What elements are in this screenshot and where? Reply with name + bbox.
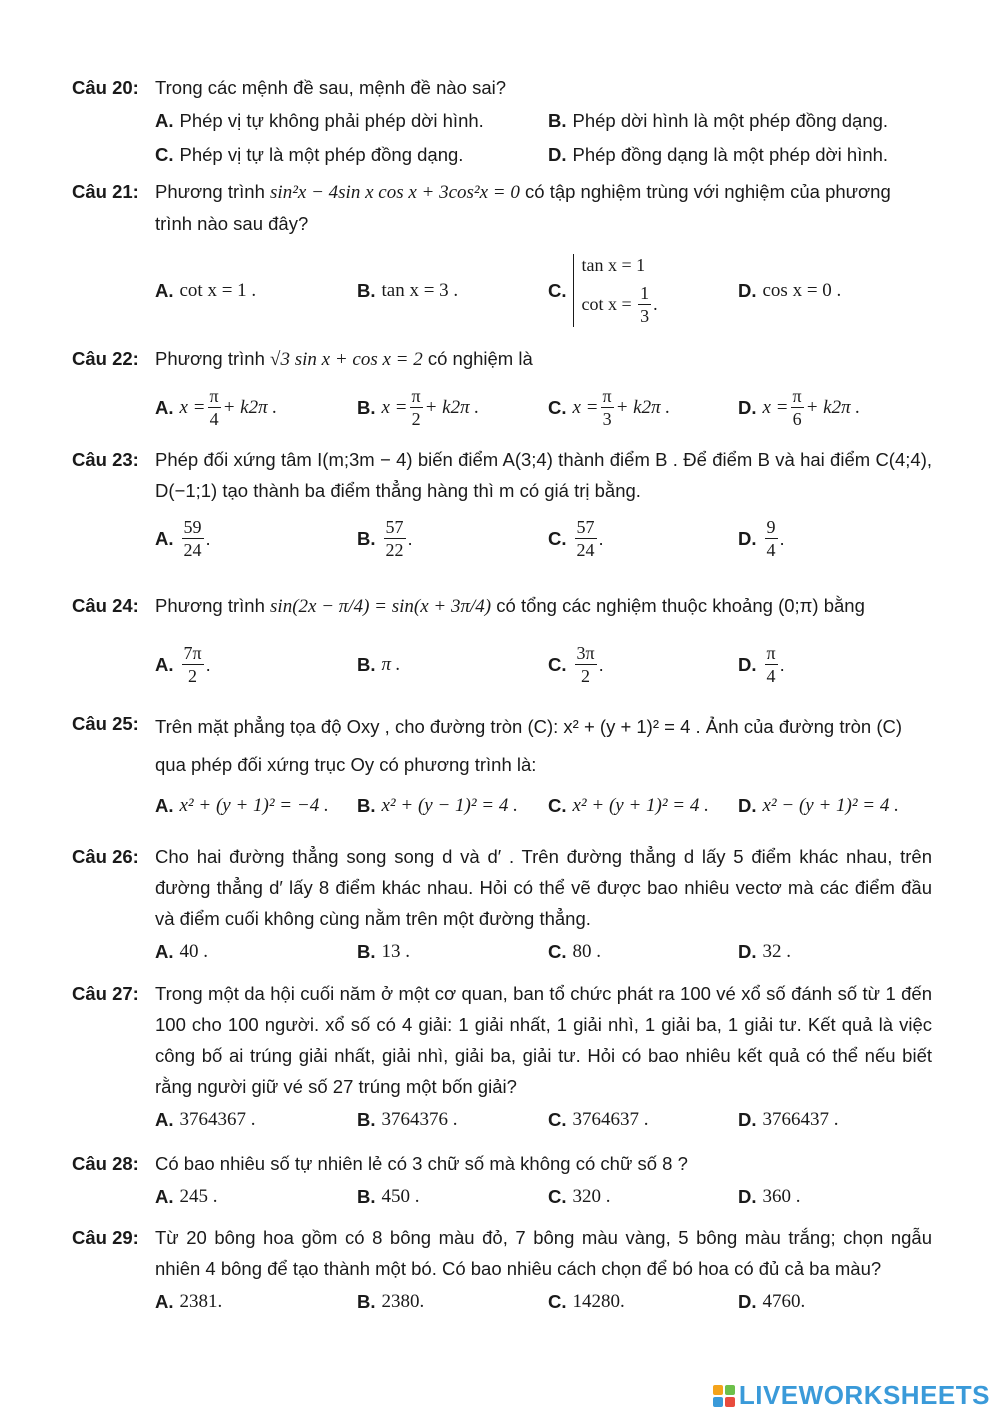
option-b[interactable]: B. $\frac{57}{22}$ .: [357, 516, 413, 560]
system-bracket: tan x = 1 cot x = $\frac{1}{3}$ .: [573, 254, 658, 327]
question-label: Câu 26:: [72, 846, 139, 867]
question-label: Câu 20:: [72, 77, 139, 98]
question-26: [72, 841, 932, 968]
option-a[interactable]: A. 40 .: [155, 940, 208, 962]
option-c[interactable]: C. Phép vị tự là một phép đồng dạng.: [155, 143, 464, 165]
option-c[interactable]: C. 80 .: [548, 940, 601, 962]
option-b[interactable]: B. 13 .: [357, 940, 410, 962]
option-b[interactable]: B. 450 .: [357, 1185, 420, 1207]
question-label: Câu 28:: [72, 1153, 139, 1174]
equation: sin²x − 4sin x cos x + 3cos²x = 0: [270, 182, 520, 203]
option-d[interactable]: D. x² − (y + 1)² = 4 .: [738, 794, 899, 816]
question-text: Phương trình sin(2x − π/4) = sin(x + 3π/4) có tổng các nghiệm thuộc khoảng (0;π) bằng: [155, 595, 865, 617]
question-21: [72, 176, 932, 333]
option-a[interactable]: A. x² + (y + 1)² = −4 .: [155, 794, 329, 816]
option-a[interactable]: A. cot x = 1 .: [155, 279, 257, 301]
option-c[interactable]: C. $\frac{3\pi}{2}$ .: [548, 642, 604, 686]
option-d[interactable]: D. cos x = 0 .: [738, 279, 842, 301]
option-a[interactable]: A. 3764367 .: [155, 1108, 256, 1130]
option-a[interactable]: A. $\frac{59}{24}$ .: [155, 516, 211, 560]
question-20: [72, 72, 932, 171]
question-label: Câu 22:: [72, 348, 139, 369]
option-d[interactable]: D. $\frac{9}{4}$ .: [738, 516, 785, 560]
question-28: [72, 1148, 932, 1213]
question-24: [72, 590, 932, 692]
option-a[interactable]: A. 2381.: [155, 1290, 223, 1312]
question-text: Từ 20 bông hoa gồm có 8 bông màu đỏ, 7 bông màu vàng, 5 bông màu trắng; chọn ngẫu nhiên 4 bông để tạo thành một bó. Có bao nhiêu cách chọn để bó hoa có đủ cả ba màu?: [155, 1227, 932, 1279]
question-23: [72, 444, 932, 566]
question-text: Trong các mệnh đề sau, mệnh đề nào sai?: [155, 77, 507, 98]
option-a[interactable]: A. x = $\frac{\pi}{4}$ + k2π .: [155, 385, 278, 429]
question-text: Phương trình sin²x − 4sin x cos x + 3cos²x = 0 có tập nghiệm trùng với nghiệm của phương trình nào sau đây?: [155, 181, 891, 234]
option-c[interactable]: C. 14280.: [548, 1290, 625, 1312]
option-c[interactable]: C. $\frac{57}{24}$ .: [548, 516, 604, 560]
option-a[interactable]: A. Phép vị tự không phải phép dời hình.: [155, 109, 484, 131]
option-a[interactable]: A. $\frac{7\pi}{2}$ .: [155, 642, 211, 686]
option-d[interactable]: D. 32 .: [738, 940, 791, 962]
question-label: Câu 23:: [72, 449, 139, 470]
option-d[interactable]: D. 360 .: [738, 1185, 801, 1207]
option-d[interactable]: D. 3766437 .: [738, 1108, 839, 1130]
question-27: [72, 978, 932, 1136]
question-label: Câu 27:: [72, 983, 139, 1004]
question-text: Trên mặt phẳng tọa độ Oxy , cho đường tròn (C): x² + (y + 1)² = 4 . Ảnh của đường tròn (C) qua phép đối xứng trục Oy có phương trình là:: [155, 716, 903, 775]
option-d[interactable]: D. $\frac{\pi}{4}$ .: [738, 642, 785, 686]
option-b[interactable]: B. x² + (y − 1)² = 4 .: [357, 794, 518, 816]
question-label: Câu 29:: [72, 1227, 139, 1248]
question-25: [72, 708, 932, 822]
option-b[interactable]: B. π .: [357, 653, 401, 675]
option-b[interactable]: B. 2380.: [357, 1290, 425, 1312]
option-a[interactable]: A. 245 .: [155, 1185, 218, 1207]
question-text: Phương trình √3 sin x + cos x = 2 có nghiệm là: [155, 348, 533, 370]
question-29: [72, 1222, 932, 1318]
equation: sin(2x − π/4) = sin(x + 3π/4): [270, 596, 492, 617]
logo-text: LIVEWORKSHEETS: [738, 1380, 990, 1410]
question-text: Có bao nhiêu số tự nhiên lẻ có 3 chữ số mà không có chữ số 8 ?: [155, 1153, 688, 1174]
question-label: Câu 25:: [72, 713, 139, 734]
option-d[interactable]: D. x = $\frac{\pi}{6}$ + k2π .: [738, 385, 861, 429]
option-b[interactable]: B. Phép dời hình là một phép đồng dạng.: [548, 109, 889, 131]
option-b[interactable]: B. 3764376 .: [357, 1108, 458, 1130]
option-c[interactable]: C. x = $\frac{\pi}{3}$ + k2π .: [548, 385, 671, 429]
option-d[interactable]: D. 4760.: [738, 1290, 806, 1312]
option-c[interactable]: C. 3764637 .: [548, 1108, 649, 1130]
option-c[interactable]: C. x² + (y + 1)² = 4 .: [548, 794, 709, 816]
liveworksheets-logo-icon: [713, 1385, 735, 1407]
option-c[interactable]: C. 320 .: [548, 1185, 611, 1207]
question-text: Phép đối xứng tâm I(m;3m − 4) biến điểm A(3;4) thành điểm B . Để điểm B và hai điểm C(4;4), D(−1;1) tạo thành ba điểm thẳng hàng thì m có giá trị bằng.: [155, 449, 932, 501]
question-label: Câu 21:: [72, 181, 139, 202]
option-b[interactable]: B. tan x = 3 .: [357, 279, 459, 301]
equation: √3 sin x + cos x = 2: [270, 349, 423, 370]
option-b[interactable]: B. x = $\frac{\pi}{2}$ + k2π .: [357, 385, 480, 429]
question-text: Cho hai đường thẳng song song d và d′ . Trên đường thẳng d lấy 5 điểm khác nhau, trên đường thẳng d′ lấy 8 điểm khác nhau. Hỏi có thể vẽ được bao nhiêu vectơ mà các điểm đầu và điểm cuối không cùng nằm trên một đường thẳng.: [155, 846, 932, 929]
liveworksheets-logo: [713, 1380, 990, 1411]
question-22: [72, 343, 932, 435]
option-c[interactable]: C. tan x = 1 cot x = $\frac{1}{3}$ .: [548, 254, 658, 326]
question-text: Trong một da hội cuối năm ở một cơ quan, ban tổ chức phát ra 100 vé xổ số đánh số từ 1 đến 100 cho 100 người. xổ số có 4 giải: 1 giải nhất, 1 giải nhì, 1 giải ba, 1 giải tư. Kết quả là việc công bố ai trúng giải nhất, giải nhì, giải ba, giải tư. Hỏi có bao nhiêu kết quả có thể nếu biết rằng người giữ vé số 27 trúng một bốn giải?: [155, 983, 932, 1097]
option-d[interactable]: D. Phép đồng dạng là một phép dời hình.: [548, 143, 889, 165]
question-label: Câu 24:: [72, 595, 139, 616]
